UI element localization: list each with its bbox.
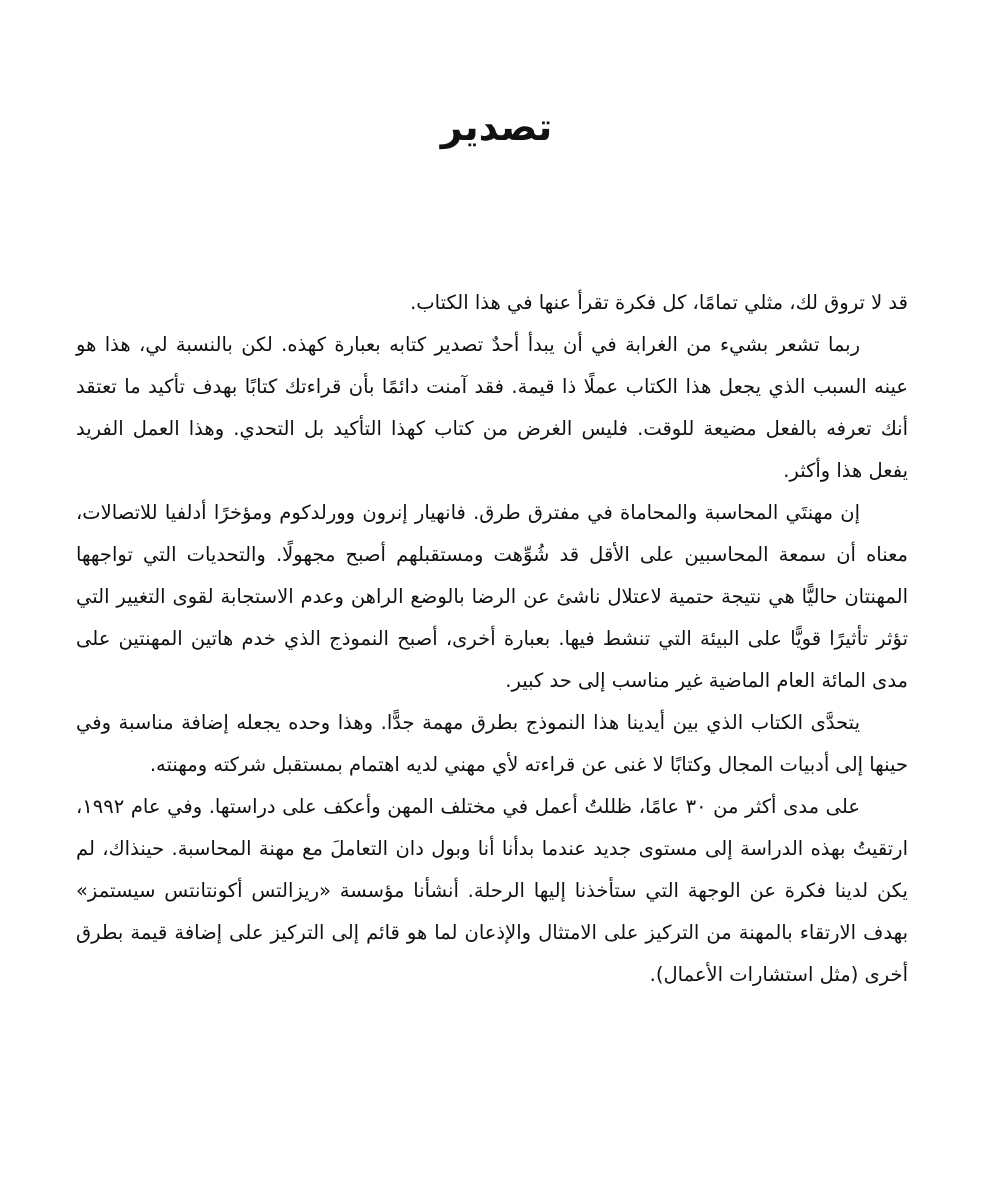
paragraph-5: على مدى أكثر من ٣٠ عامًا، ظللتُ أعمل في مختلف المهن وأعكف على دراستها. وفي عام ١٩٩٢، ارتقيتُ بهذه الدراسة إلى مستوى جديد عندما بدأنا أنا وبول دان التعاملَ مع مهنة المحاسبة. حينذاك، لم يكن لدينا فكرة عن الوجهة التي ستأخذنا إليها الرحلة. أنشأنا مؤسسة «ريزالتس أكونتانتس سيستمز» بهدف الارتقاء بالمهنة من التركيز على الامتثال والإذعان لما هو قائم إلى التركيز على إضافة قيمة بطرق أخرى (مثل استشارات الأعمال). [76, 795, 908, 986]
page-title: تصدير [440, 105, 553, 149]
body-text [76, 282, 908, 996]
paragraph-2: ربما تشعر بشيء من الغرابة في أن يبدأ أحدٌ تصدير كتابه بعبارة كهذه. لكن بالنسبة لي، هذا هو عينه السبب الذي يجعل هذا الكتاب عملًا ذا قيمة. فقد آمنت دائمًا بأن قراءتك كتابًا بهدف تأكيد ما تعتقد أنك تعرفه بالفعل مضيعة للوقت. فليس الغرض من كتاب كهذا التأكيد بل التحدي. وهذا العمل الفريد يفعل هذا وأكثر. [76, 333, 908, 482]
paragraph-1: قد لا تروق لك، مثلي تمامًا، كل فكرة تقرأ عنها في هذا الكتاب. [410, 291, 908, 314]
paragraph-3: إن مهنتَي المحاسبة والمحاماة في مفترق طرق. فانهيار إنرون وورلدكوم ومؤخرًا أدلفيا للاتصالات، معناه أن سمعة المحاسبين على الأقل قد شُوِّهت ومستقبلهم أصبح مجهولًا. والتحديات التي تواجهها المهنتان حاليًّا هي نتيجة حتمية لاعتلال ناشئ عن الرضا بالوضع الراهن وعدم الاستجابة لقوى التغيير التي تؤثر تأثيرًا قويًّا على البيئة التي تنشط فيها. بعبارة أخرى، أصبح النموذج الذي خدم هاتين المهنتين على مدى المائة العام الماضية غير مناسب إلى حد كبير. [76, 501, 908, 692]
paragraph-4: يتحدَّى الكتاب الذي بين أيدينا هذا النموذج بطرق مهمة جدًّا. وهذا وحده يجعله إضافة مناسبة وفي حينها إلى أدبيات المجال وكتابًا لا غنى عن قراءته لأي مهني لديه اهتمام بمستقبل شركته ومهنته. [76, 711, 908, 776]
